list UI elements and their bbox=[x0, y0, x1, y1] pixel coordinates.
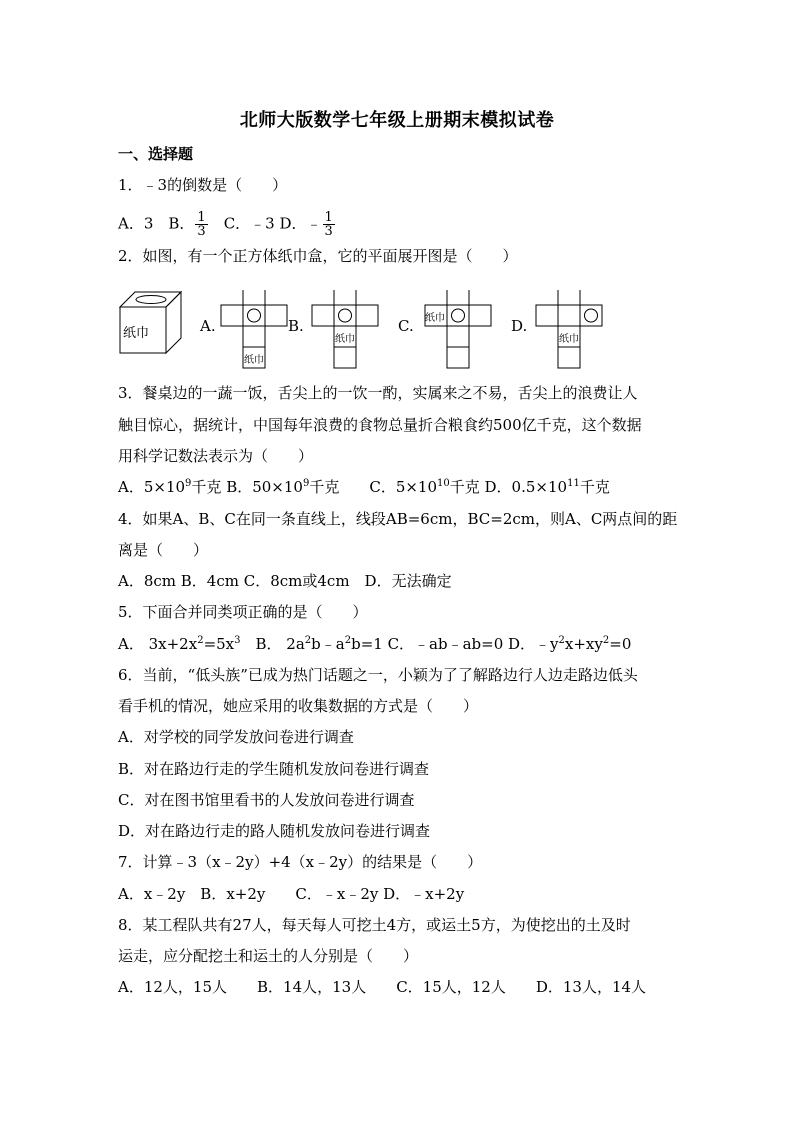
section-heading: 一、选择题 bbox=[118, 145, 194, 163]
question-6-line-2: 看手机的情况，她应采用的收集数据的方式是（ ） bbox=[118, 697, 479, 715]
question-6-option-a: A．对学校的同学发放问卷进行调查 bbox=[118, 728, 354, 746]
option-a-label: A. bbox=[200, 317, 216, 335]
fraction-one-third: $\frac{1}{3}$ bbox=[324, 210, 333, 239]
question-6-option-b: B．对在路边行走的学生随机发放问卷进行调查 bbox=[118, 760, 430, 778]
question-8-line-2: 运走，应分配挖土和运土的人分别是（ ） bbox=[118, 947, 419, 965]
question-4-line-2: 离是（ ） bbox=[118, 541, 209, 559]
question-3-line-2: 触目惊心，据统计，中国每年浪费的食物总量折合粮食约500亿千克，这个数据 bbox=[118, 416, 642, 434]
question-5-stem: 5．下面合并同类项正确的是（ ） bbox=[118, 603, 368, 621]
question-2-stem: 2．如图，有一个正方体纸巾盒，它的平面展开图是（ ） bbox=[118, 247, 518, 265]
cube-net-option-d bbox=[536, 290, 602, 368]
question-8-options: A．12人，15人 B．14人，13人 C．15人，12人 D．13人，14人 bbox=[118, 978, 647, 996]
cube-net-figure bbox=[118, 290, 618, 370]
cube-net-option-b bbox=[312, 290, 378, 368]
question-1-options: A．3 B． $\frac{1}{3}$ C．﹣3 D．﹣ $\frac{1}{3}$ bbox=[118, 210, 333, 239]
question-3-options: A．$5\times 10^9$千克 B．$50\times 10^9$千克 C．$5\times 10^{10}$千克 D．$0.5\times 10^{11}$千克 bbox=[118, 478, 610, 496]
cube-net-drawing bbox=[118, 290, 618, 370]
tissue-box-label: 纸巾 bbox=[123, 326, 150, 341]
question-6-option-d: D．对在路边行走的路人随机发放问卷进行调查 bbox=[118, 822, 431, 840]
question-8-line-1: 8．某工程队共有27人，每天每人可挖土4方，或运土5方，为使挖出的土及时 bbox=[118, 916, 631, 934]
net-b-label: 纸巾 bbox=[335, 334, 355, 345]
question-1-stem: 1．﹣3的倒数是（ ） bbox=[118, 176, 288, 194]
question-7-stem: 7．计算﹣3（x﹣2y）+4（x﹣2y）的结果是（ ） bbox=[118, 853, 483, 871]
question-5-options: A． $3x+2x^2=5x^3$ B． $2a^2b﹣a^2b=1$ C．﹣ab﹣ab=0 D．$﹣y^2x+xy^2=0$ bbox=[118, 635, 632, 653]
fraction-one-third: $\frac{1}{3}$ bbox=[197, 210, 206, 239]
question-6-line-1: 6．当前，“低头族”已成为热门话题之一，小颖为了了解路边行人边走路边低头 bbox=[118, 666, 638, 684]
cube-net-option-c bbox=[425, 290, 491, 368]
question-3-line-3: 用科学记数法表示为（ ） bbox=[118, 447, 314, 465]
net-a-label: 纸巾 bbox=[244, 355, 264, 366]
net-d-label: 纸巾 bbox=[559, 334, 579, 345]
question-6-option-c: C．对在图书馆里看书的人发放问卷进行调查 bbox=[118, 791, 415, 809]
question-4-line-1: 4．如果A、B、C在同一条直线上，线段AB=6cm，BC=2cm，则A、C两点间的距 bbox=[118, 510, 678, 528]
option-b-label: B. bbox=[288, 317, 304, 335]
option-c-label: C. bbox=[398, 317, 414, 335]
question-3-line-1: 3．餐桌边的一蔬一饭，舌尖上的一饮一酌，实属来之不易，舌尖上的浪费让人 bbox=[118, 384, 638, 402]
option-d-label: D. bbox=[511, 317, 528, 335]
question-7-options: A．x﹣2y B．x+2y C．﹣x﹣2y D．﹣x+2y bbox=[118, 885, 465, 903]
page-title: 北师大版数学七年级上册期末模拟试卷 bbox=[239, 110, 555, 131]
net-c-label: 纸巾 bbox=[425, 313, 445, 324]
question-4-options: A．8cm B．4cm C．8cm或4cm D．无法确定 bbox=[118, 572, 452, 590]
